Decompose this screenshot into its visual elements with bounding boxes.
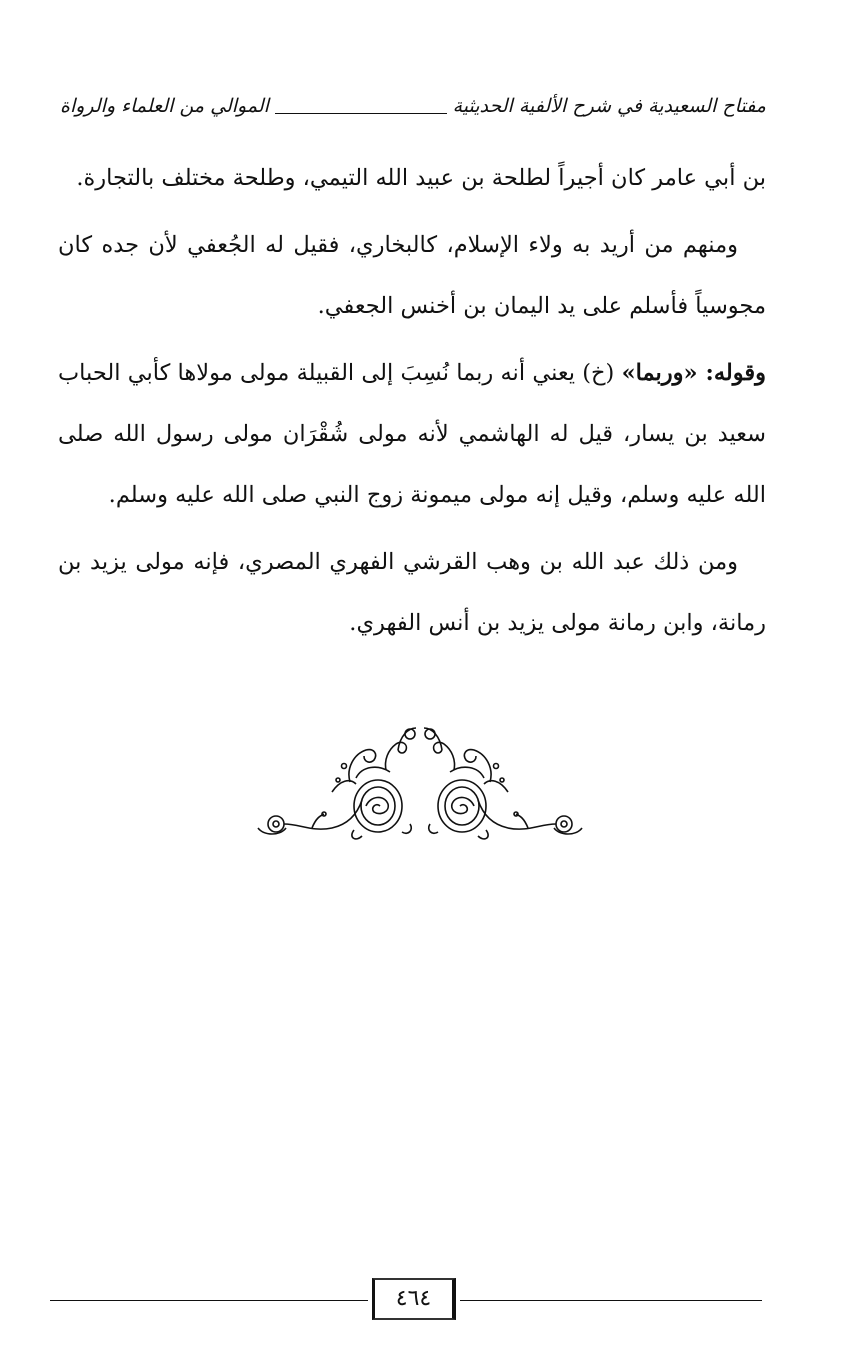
paragraph-3	[58, 343, 766, 526]
section-title: الموالي من العلماء والرواة	[60, 95, 269, 117]
footer-rule-right	[460, 1300, 762, 1301]
paragraph-3-text: (خ) يعني أنه ربما نُسِبَ إلى القبيلة مولى مولاها كأبي الحباب سعيد بن يسار، قيل له الهاشمي لأنه مولى شُقْرَان مولى رسول الله صلى الله عليه وسلم، وقيل إنه مولى ميمونة زوج النبي صلى الله عليه وسلم.	[58, 360, 766, 508]
paragraph-2: ومنهم من أريد به ولاء الإسلام، كالبخاري، فقيل له الجُعفي لأن جده كان مجوسياً فأسلم على يد اليمان بن أخنس الجعفي.	[58, 232, 766, 319]
page-number: ٤٦٤	[372, 1278, 456, 1320]
header-rule	[275, 113, 447, 114]
page-footer	[50, 1278, 762, 1324]
book-title: مفتاح السعيدية في شرح الألفية الحديثية	[452, 95, 766, 117]
running-header	[60, 86, 766, 126]
floral-ornament-icon	[250, 720, 590, 845]
main-text	[58, 148, 766, 660]
paragraph-3-lead: وقوله: «وربما»	[621, 360, 766, 386]
paragraph-1: بن أبي عامر كان أجيراً لطلحة بن عبيد الله التيمي، وطلحة مختلف بالتجارة.	[76, 165, 766, 191]
paragraph-4: ومن ذلك عبد الله بن وهب القرشي الفهري المصري، فإنه مولى يزيد بن رمانة، وابن رمانة مولى يزيد بن أنس الفهري.	[58, 549, 766, 636]
footer-rule-left	[50, 1300, 368, 1301]
